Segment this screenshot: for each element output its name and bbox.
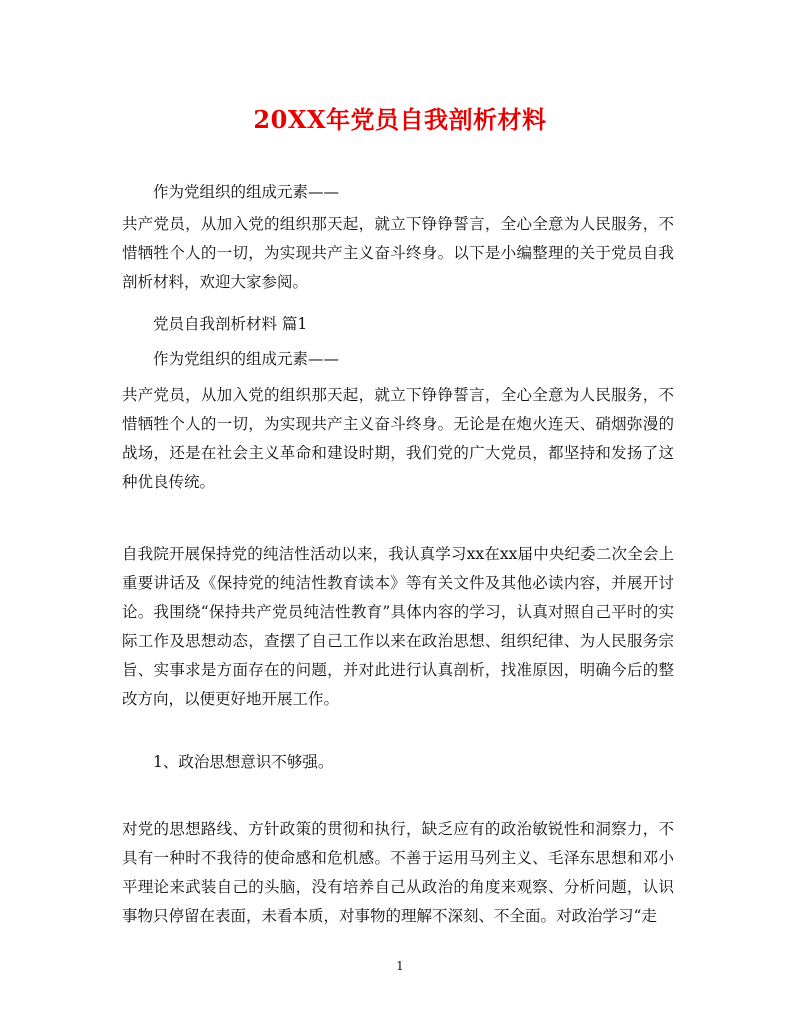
paragraph-intro-body: 共产党员，从加入党的组织那天起，就立下铮铮誓言，全心全意为人民服务，不惜牺牲个人的一切，为实现共产主义奋斗终身。以下是小编整理的关于党员自我剖析材料，欢迎大家参阅。 xyxy=(122,215,674,291)
paragraph-element-heading: 作为党组织的组成元素—— xyxy=(153,350,340,368)
paragraph-intro-heading: 作为党组织的组成元素—— xyxy=(153,183,340,201)
paragraph-problem-body: 对党的思想路线、方针政策的贯彻和执行，缺乏应有的政治敏锐性和洞察力，不具有一种时不我待的使命感和危机感。不善于运用马列主义、毛泽东思想和邓小平理论来武装自己的头脑，没有培养自己从政治的角度来观察、分析问题，认识事物只停留在表面，未看本质，对事物的理解不深刻、不全面。对政治学习“走 xyxy=(122,820,674,925)
paragraph-study-summary: 自我院开展保持党的纯洁性活动以来，我认真学习xx在xx届中央纪委二次全会上重要讲话及《保持党的纯洁性教育读本》等有关文件及其他必读内容，并展开讨论。我围绕“保持共产党员纯洁性教育”具体内容的学习，认真对照自己平时的实际工作及思想动态，查摆了自己工作以来在政治思想、组织纪律、为人民服务宗旨、实事求是方面存在的问题，并对此进行认真剖析，找准原因，明确今后的整改方向，以便更好地开展工作。 xyxy=(122,545,674,708)
paragraph-section-heading: 党员自我剖析材料 篇1 xyxy=(153,315,308,333)
document-title: 20XX年党员自我剖析材料 xyxy=(253,105,547,134)
paragraph-problem-heading: 1、政治思想意识不够强。 xyxy=(153,753,334,771)
paragraph-tradition: 共产党员，从加入党的组织那天起，就立下铮铮誓言，全心全意为人民服务，不惜牺牲个人的一切，为实现共产主义奋斗终身。无论是在炮火连天、硝烟弥漫的战场，还是在社会主义革命和建设时期，我们党的广大党员，都坚持和发扬了这种优良传统。 xyxy=(122,386,674,491)
page-number: 1 xyxy=(396,959,404,973)
